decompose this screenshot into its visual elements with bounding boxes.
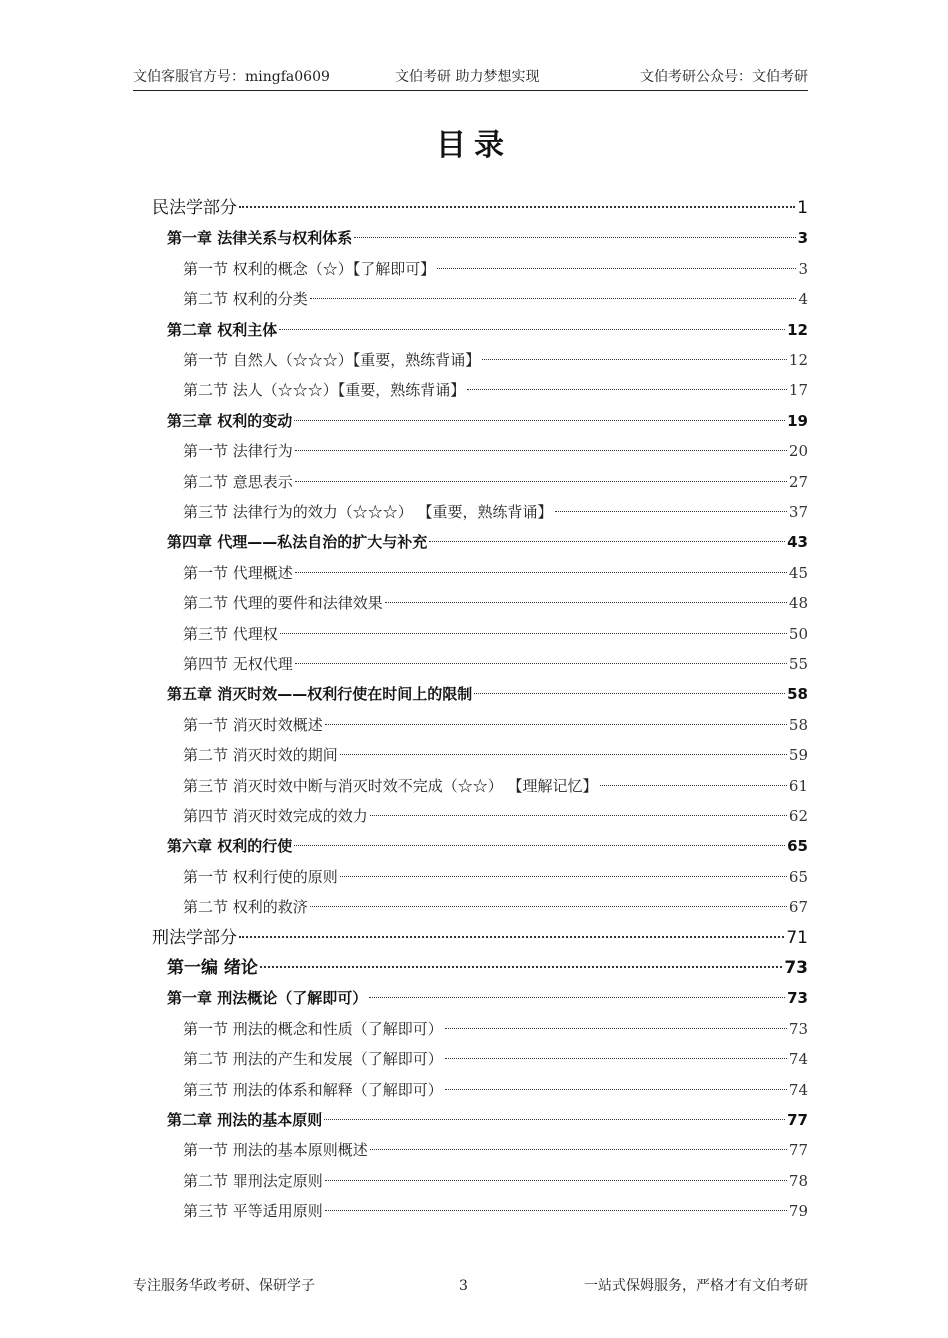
toc-page-number: 1 — [797, 198, 808, 218]
toc-entry-title: 第一节 权利行使的原则 — [183, 867, 338, 886]
toc-entry-section[interactable] — [183, 742, 808, 768]
toc-leader-dots — [354, 237, 795, 238]
toc-leader-dots — [295, 663, 787, 664]
toc-page-number: 73 — [788, 1019, 808, 1038]
header-right-text: 文伯考研公众号：文伯考研 — [640, 69, 808, 85]
toc-entry-section[interactable] — [183, 1016, 808, 1042]
toc-entry-title: 第二节 刑法的产生和发展（了解即可） — [183, 1050, 443, 1069]
toc-leader-dots — [340, 754, 787, 755]
toc-leader-dots — [310, 906, 787, 907]
toc-leader-dots — [325, 1210, 787, 1211]
toc-page-number: 17 — [788, 381, 808, 400]
toc-entry-bian[interactable] — [167, 955, 808, 981]
toc-entry-title: 第一节 刑法的概念和性质（了解即可） — [183, 1019, 443, 1038]
toc-page-number: 65 — [788, 867, 808, 886]
toc-entry-title: 第二章 刑法的基本原则 — [167, 1111, 323, 1129]
toc-entry-title: 第四章 代理——私法自治的扩大与补充 — [167, 533, 428, 552]
toc-entry-section[interactable] — [183, 438, 808, 464]
document-title: 目录 — [436, 128, 512, 163]
toc-entry-section[interactable] — [183, 803, 808, 829]
toc-leader-dots — [280, 633, 787, 634]
toc-entry-section[interactable] — [183, 773, 808, 799]
toc-entry-title: 刑法学部分 — [152, 927, 237, 948]
toc-page-number: 67 — [788, 898, 808, 917]
toc-entry-title: 第一章 刑法概论（了解即可） — [167, 989, 368, 1008]
toc-entry-title: 第二节 代理的要件和法律效果 — [183, 594, 383, 613]
toc-page-number: 50 — [788, 624, 808, 643]
toc-leader-dots — [369, 997, 785, 998]
toc-entry-title: 第一节 权利的概念（☆）【了解即可】 — [183, 259, 436, 278]
toc-entry-section[interactable] — [183, 377, 808, 403]
toc-leader-dots — [474, 693, 785, 694]
toc-entry-chapter[interactable] — [167, 529, 808, 555]
toc-leader-dots — [385, 602, 787, 603]
toc-entry-section[interactable] — [183, 1077, 808, 1103]
toc-entry-title: 第一编 绪论 — [167, 958, 258, 978]
toc-leader-dots — [600, 785, 787, 786]
toc-leader-dots — [239, 936, 784, 938]
toc-entry-section[interactable] — [183, 256, 808, 282]
page-footer — [133, 1275, 808, 1297]
toc-page-number: 55 — [788, 655, 808, 673]
toc-page-number: 3 — [797, 229, 808, 248]
toc-page-number: 20 — [788, 442, 808, 461]
toc-leader-dots — [370, 1149, 787, 1150]
toc-leader-dots — [340, 876, 787, 877]
toc-entry-section[interactable] — [183, 286, 808, 312]
toc-entry-title: 第一章 法律关系与权利体系 — [167, 229, 353, 248]
toc-entry-chapter[interactable] — [167, 985, 808, 1011]
toc-page-number: 12 — [788, 351, 808, 369]
toc-entry-title: 第二节 消灭时效的期间 — [183, 746, 338, 765]
toc-entry-title: 第六章 权利的行使 — [167, 837, 293, 856]
toc-leader-dots — [445, 1028, 787, 1029]
toc-entry-section[interactable] — [183, 560, 808, 586]
toc-page-number: 58 — [787, 685, 808, 704]
toc-entry-title: 第二章 权利主体 — [167, 320, 278, 339]
toc-entry-title: 第二节 权利的救济 — [183, 898, 308, 917]
toc-entry-title: 第一节 法律行为 — [183, 442, 293, 461]
footer-right-text: 一站式保姆服务，严格才有文伯考研 — [584, 1278, 808, 1294]
toc-leader-dots — [370, 815, 787, 816]
toc-leader-dots — [295, 481, 787, 482]
toc-leader-dots — [555, 511, 787, 512]
toc-entry-section[interactable] — [183, 1198, 808, 1224]
toc-page-number: 61 — [788, 776, 808, 795]
toc-entry-section[interactable] — [183, 1137, 808, 1163]
toc-entry-section[interactable] — [183, 864, 808, 890]
toc-entry-title: 第一节 刑法的基本原则概述 — [183, 1141, 368, 1160]
toc-page-number: 48 — [788, 594, 808, 613]
footer-left-text: 专注服务华政考研、保研学子 — [133, 1278, 315, 1294]
toc-entry-section[interactable] — [183, 469, 808, 495]
footer-page-number: 3 — [459, 1278, 468, 1294]
toc-leader-dots — [260, 966, 782, 968]
page-header — [133, 66, 808, 91]
toc-entry-section[interactable] — [183, 621, 808, 647]
toc-entry-section[interactable] — [183, 347, 808, 373]
header-left-text: 文伯客服官方号：mingfa0609 — [133, 69, 330, 85]
toc-page-number: 74 — [788, 1080, 808, 1099]
toc-page-number: 65 — [787, 837, 808, 856]
toc-leader-dots — [482, 359, 787, 360]
toc-page-number: 73 — [787, 989, 808, 1008]
toc-entry-chapter[interactable] — [167, 408, 808, 434]
toc-page-number: 3 — [798, 259, 808, 278]
toc-leader-dots — [467, 389, 787, 390]
toc-leader-dots — [295, 572, 787, 573]
toc-page-number: 73 — [784, 958, 808, 978]
toc-entry-chapter[interactable] — [167, 1107, 808, 1133]
toc-entry-chapter[interactable] — [167, 225, 808, 251]
toc-entry-section[interactable] — [183, 499, 808, 525]
toc-page-number: 77 — [787, 1111, 808, 1129]
toc-entry-title: 第四节 消灭时效完成的效力 — [183, 807, 368, 825]
toc-entry-chapter[interactable] — [167, 681, 808, 707]
toc-page-number: 27 — [788, 472, 808, 491]
toc-entry-title: 第三节 消灭时效中断与消灭时效不完成（☆☆） 【理解记忆】 — [183, 776, 598, 795]
toc-entry-chapter[interactable] — [167, 833, 808, 859]
toc-page-number: 62 — [788, 807, 808, 825]
toc-page-number: 12 — [787, 320, 808, 339]
toc-entry-title: 第一节 自然人（☆☆☆）【重要，熟练背诵】 — [183, 351, 481, 369]
toc-entry-title: 第一节 代理概述 — [183, 563, 293, 582]
toc-entry-chapter[interactable] — [167, 317, 808, 343]
toc-leader-dots — [295, 450, 787, 451]
toc-page-number: 19 — [787, 411, 808, 430]
toc-entry-title: 第二节 权利的分类 — [183, 290, 308, 309]
toc-leader-dots — [445, 1089, 787, 1090]
toc-page-number: 45 — [788, 563, 808, 582]
toc-entry-title: 第三节 平等适用原则 — [183, 1202, 323, 1221]
toc-leader-dots — [437, 268, 796, 269]
toc-leader-dots — [310, 298, 797, 299]
toc-page-number: 78 — [788, 1171, 808, 1190]
toc-page-number: 71 — [786, 927, 808, 948]
toc-page-number: 74 — [788, 1050, 808, 1069]
toc-entry-title: 第四节 无权代理 — [183, 655, 293, 673]
toc-leader-dots — [279, 329, 785, 330]
toc-entry-title: 第三节 刑法的体系和解释（了解即可） — [183, 1080, 443, 1099]
toc-entry-part[interactable] — [152, 925, 808, 951]
toc-entry-section[interactable] — [183, 712, 808, 738]
toc-entry-title: 第二节 法人（☆☆☆）【重要，熟练背诵】 — [183, 381, 466, 400]
toc-entry-section[interactable] — [183, 651, 808, 677]
toc-page-number: 77 — [788, 1141, 808, 1160]
header-center-text: 文伯考研 助力梦想实现 — [395, 69, 540, 85]
toc-entry-title: 第五章 消灭时效——权利行使在时间上的限制 — [167, 685, 473, 704]
toc-page-number: 43 — [787, 533, 808, 552]
toc-leader-dots — [324, 1119, 785, 1120]
toc-entry-title: 第一节 消灭时效概述 — [183, 715, 323, 734]
toc-page-number: 58 — [788, 715, 808, 734]
toc-entry-section[interactable] — [183, 590, 808, 616]
toc-entry-title: 第二节 意思表示 — [183, 472, 293, 491]
toc-leader-dots — [429, 541, 785, 542]
toc-page-number: 79 — [788, 1202, 808, 1221]
toc-page-number: 4 — [798, 290, 808, 309]
toc-entry-title: 第三节 代理权 — [183, 624, 278, 643]
toc-entry-section[interactable] — [183, 1046, 808, 1072]
toc-page-number: 59 — [788, 746, 808, 765]
toc-entry-part[interactable] — [152, 195, 808, 221]
toc-entry-section[interactable] — [183, 894, 808, 920]
toc-leader-dots — [239, 206, 795, 208]
toc-entry-section[interactable] — [183, 1168, 808, 1194]
toc-entry-title: 第三章 权利的变动 — [167, 411, 293, 430]
toc-leader-dots — [325, 724, 787, 725]
toc-leader-dots — [294, 845, 785, 846]
toc-entry-title: 第三节 法律行为的效力（☆☆☆） 【重要，熟练背诵】 — [183, 503, 553, 521]
toc-page-number: 37 — [788, 503, 808, 521]
toc-leader-dots — [325, 1180, 787, 1181]
toc-entry-title: 民法学部分 — [152, 198, 237, 218]
toc-entry-title: 第二节 罪刑法定原则 — [183, 1171, 323, 1190]
toc-leader-dots — [294, 420, 785, 421]
toc-leader-dots — [445, 1058, 787, 1059]
